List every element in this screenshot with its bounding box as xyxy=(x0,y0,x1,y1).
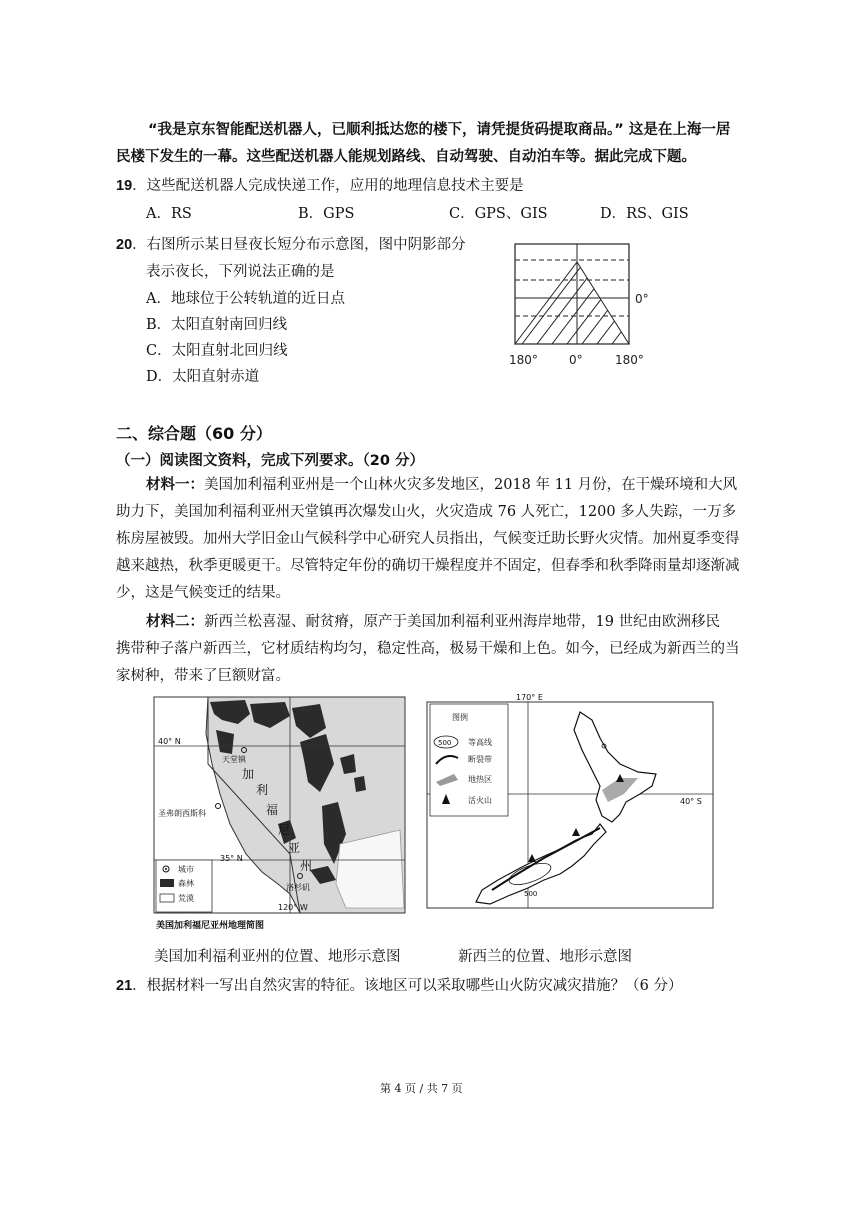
lon-right-label: 180° xyxy=(615,353,644,367)
material-2-line-3: 家树种，带来了巨额财富。 xyxy=(116,668,290,684)
new-zealand-map xyxy=(424,690,716,912)
state-char: 尼 xyxy=(278,823,291,837)
city-paradise-label: 天堂镇 xyxy=(222,755,246,764)
question-number: 20 xyxy=(116,237,133,253)
equator-label: 0° xyxy=(635,292,649,306)
contour-map-label: 500 xyxy=(524,890,538,898)
legend-desert-icon xyxy=(160,894,174,902)
q19-option-d: D．RS、GIS xyxy=(600,206,689,222)
question-19 xyxy=(116,173,524,200)
nz-legend-title: 图例 xyxy=(452,713,468,722)
state-char: 亚 xyxy=(288,841,301,855)
question-20-stem-2: 表示夜长，下列说法正确的是 xyxy=(146,264,335,280)
lon-mid-label: 0° xyxy=(569,353,583,367)
material-1-line-2: 助力下，美国加利福利亚州天堂镇再次爆发山火，火灾造成 76 人死亡，1200 多人失踪，一万多 xyxy=(116,504,737,520)
material-2-label: 材料二： xyxy=(146,614,204,630)
q20-option-b: B．太阳直射南回归线 xyxy=(146,317,288,333)
question-number: 19 xyxy=(116,178,133,194)
state-char: 加 xyxy=(242,767,255,781)
state-char: 州 xyxy=(300,859,313,873)
material-1-line-1: 材料一：美国加利福利亚州是一个山林火灾多发地区，2018 年 11 月份，在干燥环境和大风 xyxy=(146,477,738,493)
page-footer: 第 4 页 / 共 7 页 xyxy=(380,1082,463,1095)
lat-40s-label: 40° S xyxy=(680,797,702,806)
contour-value: 500 xyxy=(438,739,452,747)
lon-left-label: 180° xyxy=(509,353,538,367)
material-2-line-2: 携带种子落户新西兰，它材质结构均匀，稳定性高，极易干燥和上色。如今，已经成为新西兰的当 xyxy=(116,641,740,657)
q20-option-a: A．地球位于公转轨道的近日点 xyxy=(146,291,345,307)
material-1-line-5: 少，这是气候变迁的结果。 xyxy=(116,585,290,601)
legend-forest-label: 森林 xyxy=(178,879,194,888)
material-1-line-4: 越来越热，秋季更暖更干。尽管特定年份的确切干燥程度并不固定，但春季和秋季降雨量却逐渐减 xyxy=(116,558,740,574)
day-night-figure xyxy=(507,232,660,378)
intro-line-1: “我是京东智能配送机器人，已顺利抵达您的楼下，请凭提货码提取商品。” 这是在上海一居 xyxy=(148,122,731,138)
legend-geothermal-label: 地热区 xyxy=(468,775,492,784)
q20-option-c: C．太阳直射北回归线 xyxy=(146,343,288,359)
question-stem: ．根据材料一写出自然灾害的特征。该地区可以采取哪些山火防灾减灾措施？（6 分） xyxy=(132,978,683,994)
section-title: 二、综合题（60 分） xyxy=(116,424,272,443)
legend-city-label: 城市 xyxy=(178,865,194,874)
legend-desert-label: 荒漠 xyxy=(178,894,194,903)
q19-option-b: B．GPS xyxy=(298,206,355,222)
city-la-label: 洛杉矶 xyxy=(286,883,310,892)
material-2-line-1: 材料二：新西兰松喜湿、耐贫瘠，原产于美国加利福利亚州海岸地带，19 世纪由欧洲移民 xyxy=(146,614,721,630)
q19-option-a: A．RS xyxy=(146,206,192,222)
california-map xyxy=(150,694,408,934)
legend-contour-label: 等高线 xyxy=(468,738,492,747)
caption-california: 美国加利福利亚州的位置、地形示意图 xyxy=(154,949,401,965)
map-inner-caption: 美国加利福尼亚州地理简图 xyxy=(156,921,265,931)
legend-fault-label: 断裂带 xyxy=(468,755,492,764)
lon-170e-label: 170° E xyxy=(516,693,543,702)
lat-35n-label: 35° N xyxy=(220,854,243,863)
state-char: 利 xyxy=(256,783,269,797)
question-21 xyxy=(116,973,682,1000)
state-char: 福 xyxy=(266,803,279,817)
part-1-title: （一）阅读图文资料，完成下列要求。（20 分） xyxy=(116,453,424,469)
legend-forest-icon xyxy=(160,879,174,887)
question-number: 21 xyxy=(116,978,133,994)
lon-120w-label: 120° W xyxy=(278,903,308,912)
city-sf-label: 圣弗朗西斯科 xyxy=(158,809,206,818)
question-20 xyxy=(116,232,466,259)
intro-line-2: 民楼下发生的一幕。这些配送机器人能规划路线、自动驾驶、自动泊车等。据此完成下题。 xyxy=(116,149,696,165)
material-1-line-3: 栋房屋被毁。加州大学旧金山气候科学中心研究人员指出，气候变迁助长野火灾情。加州夏季变得 xyxy=(116,531,740,547)
q20-option-d: D．太阳直射赤道 xyxy=(146,369,260,385)
question-stem: ．这些配送机器人完成快递工作，应用的地理信息技术主要是 xyxy=(132,178,524,194)
legend-volcano-label: 活火山 xyxy=(468,796,492,805)
material-1-label: 材料一： xyxy=(146,477,204,493)
question-stem: ．右图所示某日昼夜长短分布示意图，图中阴影部分 xyxy=(132,237,466,253)
q19-option-c: C．GPS、GIS xyxy=(449,206,548,222)
lat-40n-label: 40° N xyxy=(158,737,181,746)
caption-new-zealand: 新西兰的位置、地形示意图 xyxy=(458,949,632,965)
